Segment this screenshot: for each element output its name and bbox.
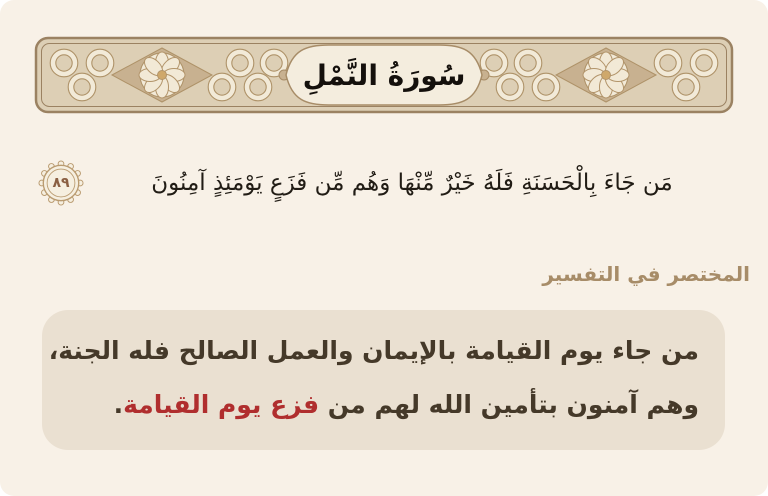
tafsir-highlight: فزع يوم القيامة — [123, 390, 320, 419]
ayah-number-medallion — [38, 160, 84, 206]
tafsir-line-1: من جاء يوم القيامة بالإيمان والعمل الصالح فله الجنة، — [48, 336, 699, 365]
surah-title: سُورَةُ النَّمْلِ — [302, 58, 466, 92]
tafsir-line-2 — [68, 378, 699, 432]
tafsir-source-heading: المختصر في التفسير — [542, 262, 750, 286]
tafsir-line-2-text: وهم آمنون بتأمين الله لهم من — [319, 390, 699, 419]
surah-header-ornament — [34, 36, 734, 114]
tafsir-period: . — [113, 390, 124, 419]
ayah-row — [38, 144, 730, 222]
ayah-number: ٨٩ — [52, 175, 70, 191]
tafsir-box — [42, 310, 725, 450]
ayah-text: مَن جَاءَ بِالْحَسَنَةِ فَلَهُ خَيْرٌ مِّنْهَا وَهُم مِّن فَزَعٍ يَوْمَئِذٍ آمِنُونَ — [151, 169, 673, 196]
